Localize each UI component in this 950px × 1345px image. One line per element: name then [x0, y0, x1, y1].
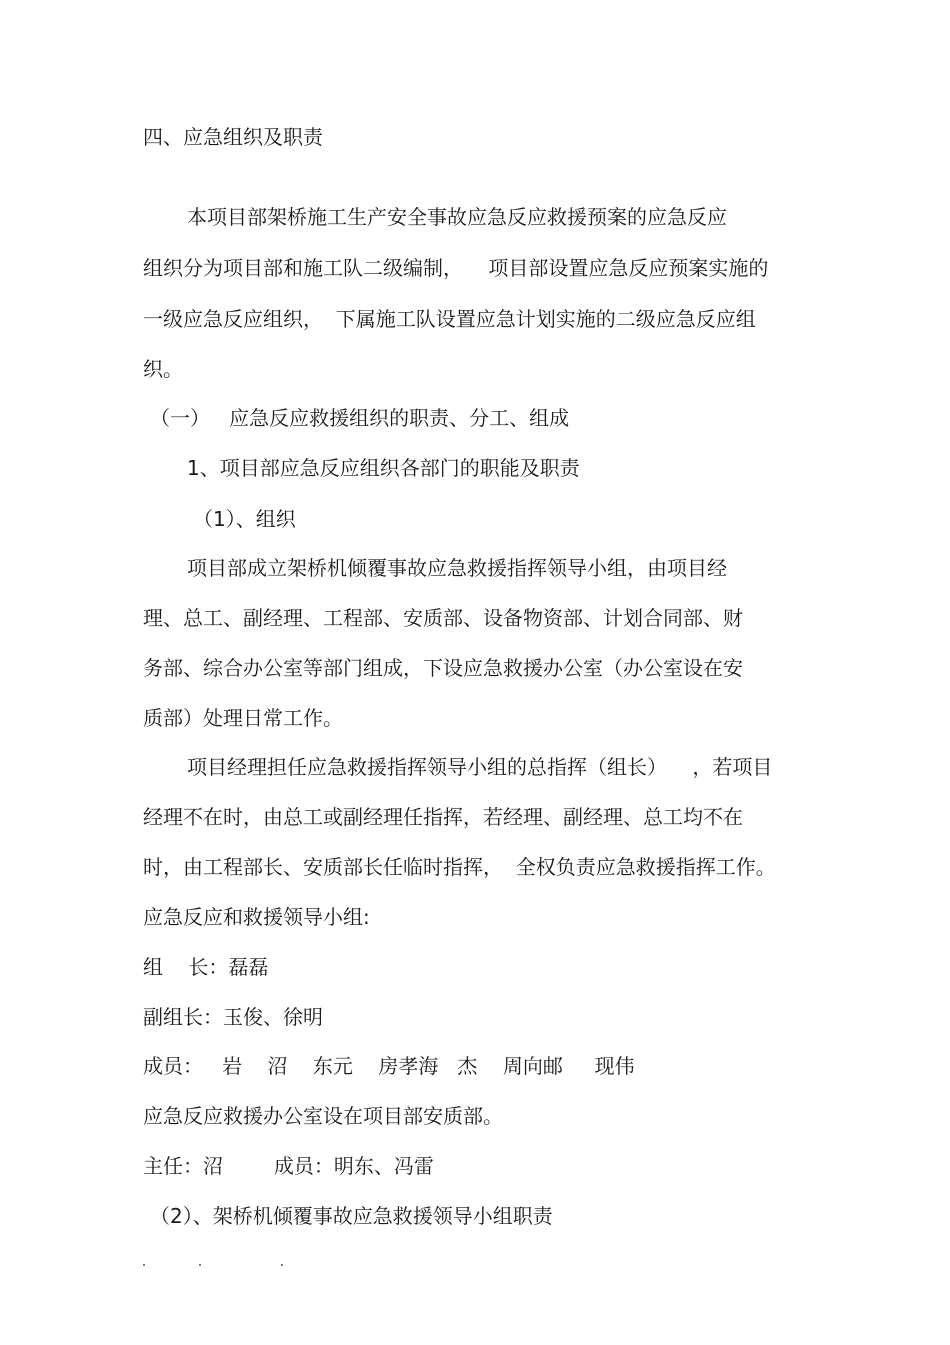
org-paragraph-line-1: 项目部成立架桥机倾覆事故应急救援指挥领导小组，由项目经 [187, 556, 727, 580]
mark-dot [281, 1264, 283, 1266]
page-edge-marks [143, 1262, 303, 1268]
mark-dot [199, 1264, 201, 1266]
deputy-line: 副组长：玉俊、徐明 [143, 1005, 323, 1029]
item-heading-1: （1）、组织 [193, 507, 296, 531]
members-line: 成员： 岩 沼 东元 房孝海 杰 周向邮 现伟 [143, 1054, 635, 1078]
subsection-heading-1: （一） 应急反应救援组织的职责、分工、组成 [150, 406, 570, 430]
org-paragraph-line-3: 务部、综合办公室等部门组成，下设应急救援办公室（办公室设在安 [143, 656, 743, 680]
command-paragraph-line-3: 时，由工程部长、安质部长任临时指挥， 全权负责应急救援指挥工作。 [143, 855, 776, 879]
team-intro: 应急反应和救援领导小组: [143, 905, 370, 929]
office-line: 应急反应救援办公室设在项目部安质部。 [143, 1104, 503, 1128]
section-heading: 四、应急组织及职责 [143, 125, 323, 149]
intro-paragraph-line-1: 本项目部架桥施工生产安全事故应急反应救援预案的应急反应 [187, 205, 727, 229]
subsection-heading-1-1: 1、项目部应急反应组织各部门的职能及职责 [187, 456, 580, 480]
intro-paragraph-line-2: 组织分为项目部和施工队二级编制， 项目部设置应急反应预案实施的 [143, 256, 769, 280]
office-staff-line: 主任：沼 成员：明东、冯雷 [143, 1154, 434, 1178]
intro-paragraph-line-4: 织。 [143, 357, 183, 381]
org-paragraph-line-2: 理、总工、副经理、工程部、安质部、设备物资部、计划合同部、财 [143, 606, 743, 630]
org-paragraph-line-4: 质部）处理日常工作。 [143, 706, 343, 730]
mark-dot [143, 1264, 145, 1266]
intro-paragraph-line-3: 一级应急反应组织， 下属施工队设置应急计划实施的二级应急反应组 [143, 307, 756, 331]
command-paragraph-line-2: 经理不在时，由总工或副经理任指挥，若经理、副经理、总工均不在 [143, 805, 743, 829]
leader-line: 组 长：磊磊 [143, 955, 269, 979]
command-paragraph-line-1: 项目经理担任应急救援指挥领导小组的总指挥（组长） ，若项目 [187, 755, 773, 779]
item-heading-2: （2）、架桥机倾覆事故应急救援领导小组职责 [150, 1204, 553, 1228]
